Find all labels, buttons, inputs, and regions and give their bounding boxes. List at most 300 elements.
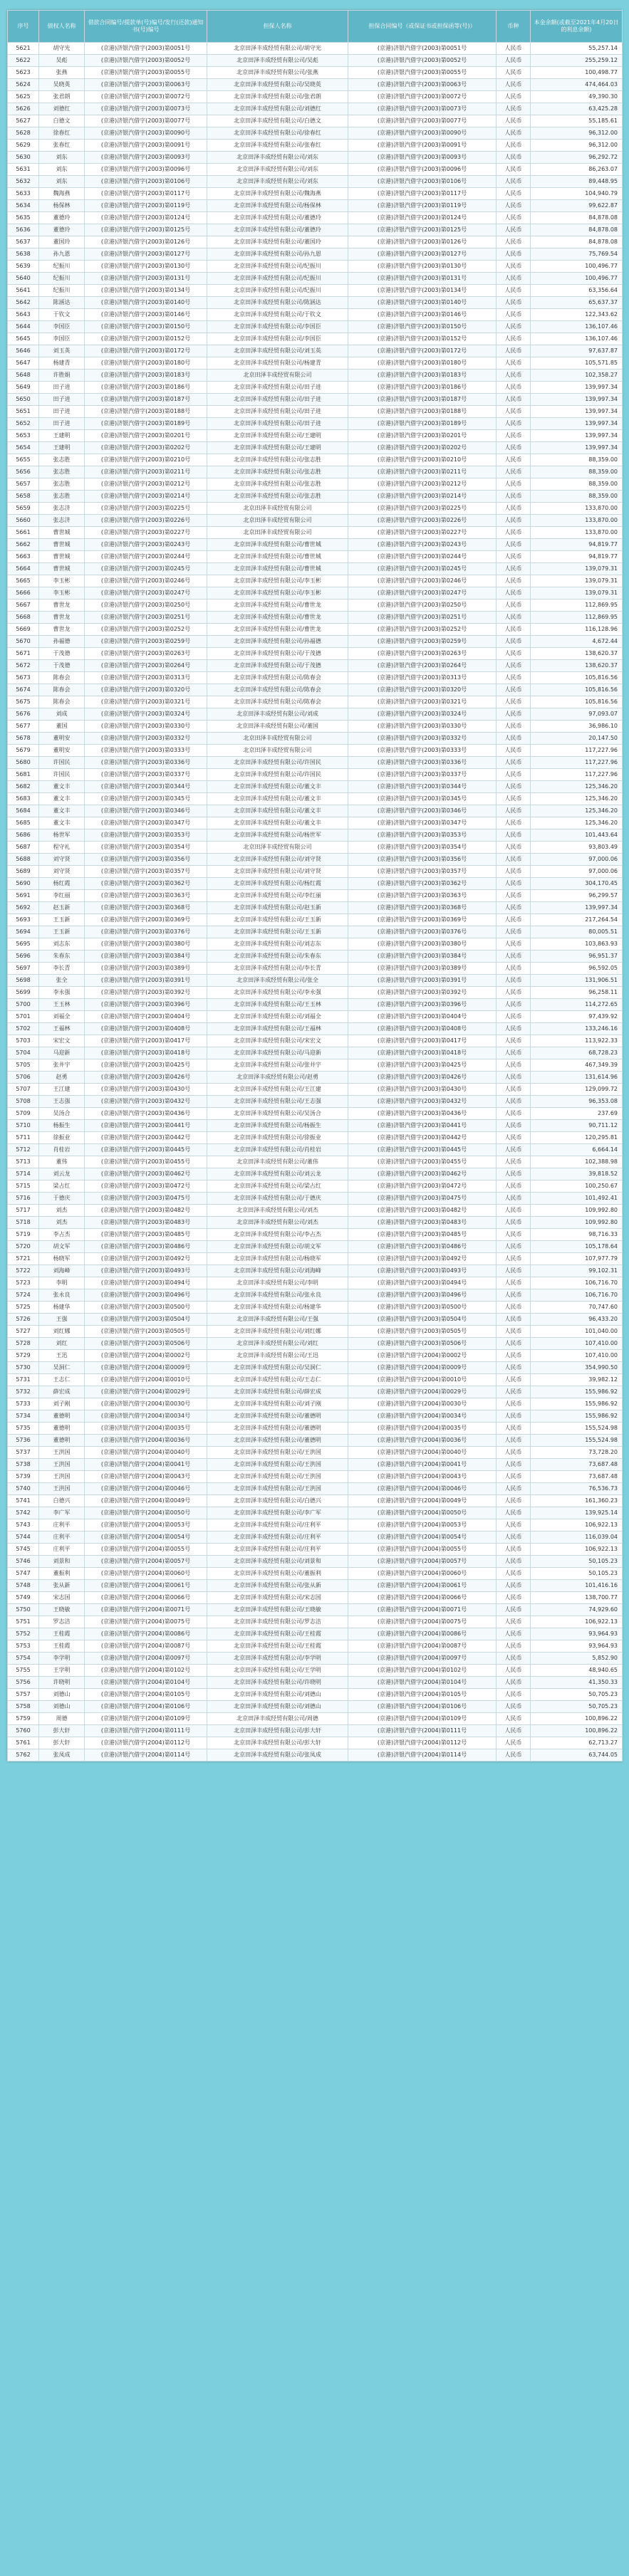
cell-guarantee-no: (京港)济银汽借字(2003)第0051号 xyxy=(348,43,497,55)
cell-balance: 73,687.48 xyxy=(531,1459,623,1471)
cell-currency: 人民币 xyxy=(497,757,531,769)
cell-balance: 107,410.00 xyxy=(531,1338,623,1350)
table-row xyxy=(8,878,623,890)
cell-guarantor: 北京田泽丰成经贸有限公司/李长青 xyxy=(207,963,348,975)
cell-guarantee-no: (京港)济银汽借字(2003)第0077号 xyxy=(348,115,497,127)
cell-creditor: 李红丽 xyxy=(39,890,85,902)
cell-guarantee-no: (京港)济银汽借字(2003)第0201号 xyxy=(348,430,497,442)
cell-contract-no: (京港)济银汽借字(2003)第0226号 xyxy=(85,515,207,527)
cell-creditor: 吴彪 xyxy=(39,55,85,67)
cell-guarantor: 北京田泽丰成经贸有限公司/董德明 xyxy=(207,1435,348,1447)
cell-contract-no: (京港)济银汽借字(2003)第0472号 xyxy=(85,1180,207,1193)
cell-balance: 93,964.93 xyxy=(531,1628,623,1640)
cell-creditor: 庄利平 xyxy=(39,1544,85,1556)
cell-guarantor: 北京田泽丰成经贸有限公司/薛宏成 xyxy=(207,1386,348,1398)
cell-currency: 人民币 xyxy=(497,1011,531,1023)
table-row xyxy=(8,733,623,745)
cell-guarantor: 北京田泽丰成经贸有限公司/王志强 xyxy=(207,1096,348,1108)
table-row xyxy=(8,914,623,926)
table-row xyxy=(8,842,623,854)
cell-index: 5736 xyxy=(8,1435,39,1447)
cell-index: 5685 xyxy=(8,817,39,829)
cell-creditor: 王福林 xyxy=(39,1023,85,1035)
cell-creditor: 王建明 xyxy=(39,442,85,454)
cell-guarantee-no: (京港)济银汽借字(2003)第0320号 xyxy=(348,684,497,696)
cell-balance: 100,250.67 xyxy=(531,1180,623,1193)
cell-currency: 人民币 xyxy=(497,866,531,878)
cell-contract-no: (京港)济银汽借字(2003)第0418号 xyxy=(85,1047,207,1059)
cell-creditor: 于德庆 xyxy=(39,1193,85,1205)
cell-guarantee-no: (京港)济银汽借字(2004)第0104号 xyxy=(348,1677,497,1689)
table-row xyxy=(8,624,623,636)
cell-balance: 99,102.31 xyxy=(531,1265,623,1277)
cell-guarantor: 北京田泽丰成经贸有限公司/王迅 xyxy=(207,1350,348,1362)
cell-currency: 人民币 xyxy=(497,212,531,224)
cell-balance: 125,346.20 xyxy=(531,805,623,817)
cell-currency: 人民币 xyxy=(497,963,531,975)
cell-currency: 人民币 xyxy=(497,1628,531,1640)
cell-creditor: 董德玲 xyxy=(39,212,85,224)
cell-contract-no: (京港)济银汽借字(2003)第0380号 xyxy=(85,938,207,951)
cell-balance: 102,358.27 xyxy=(531,370,623,382)
cell-currency: 人民币 xyxy=(497,563,531,575)
cell-guarantor: 北京田泽丰成经贸有限公司/刘志东 xyxy=(207,938,348,951)
cell-creditor: 梁占红 xyxy=(39,1180,85,1193)
cell-creditor: 许胜娟 xyxy=(39,370,85,382)
cell-creditor: 徐振业 xyxy=(39,1132,85,1144)
cell-guarantee-no: (京港)济银汽借字(2003)第0211号 xyxy=(348,466,497,478)
cell-creditor: 张志济 xyxy=(39,515,85,527)
cell-index: 5705 xyxy=(8,1059,39,1072)
cell-creditor: 白德文 xyxy=(39,115,85,127)
cell-guarantee-no: (京港)济银汽借字(2003)第0188号 xyxy=(348,406,497,418)
cell-creditor: 程守礼 xyxy=(39,842,85,854)
cell-currency: 人民币 xyxy=(497,781,531,793)
cell-currency: 人民币 xyxy=(497,1326,531,1338)
cell-guarantor: 北京田泽丰成经贸有限公司/许国民 xyxy=(207,769,348,781)
cell-guarantee-no: (京港)济银汽借字(2004)第0040号 xyxy=(348,1447,497,1459)
table-row xyxy=(8,394,623,406)
cell-creditor: 吴晓英 xyxy=(39,79,85,91)
cell-currency: 人民币 xyxy=(497,176,531,188)
cell-guarantor: 北京田泽丰成经贸有限公司/曹世龙 xyxy=(207,600,348,612)
cell-currency: 人民币 xyxy=(497,1507,531,1519)
cell-contract-no: (京港)济银汽借字(2003)第0130号 xyxy=(85,261,207,273)
cell-index: 5733 xyxy=(8,1398,39,1410)
cell-balance: 116,128.96 xyxy=(531,624,623,636)
cell-currency: 人民币 xyxy=(497,1749,531,1761)
cell-currency: 人民币 xyxy=(497,1713,531,1725)
cell-creditor: 李国臣 xyxy=(39,321,85,333)
cell-guarantee-no: (京港)济银汽借字(2003)第0140号 xyxy=(348,297,497,309)
cell-guarantee-no: (京港)济银汽借字(2003)第0445号 xyxy=(348,1144,497,1156)
cell-balance: 155,986.92 xyxy=(531,1386,623,1398)
cell-balance: 88,359.00 xyxy=(531,478,623,491)
cell-creditor: 王江建 xyxy=(39,1084,85,1096)
cell-contract-no: (京港)济银汽借字(2003)第0357号 xyxy=(85,866,207,878)
cell-contract-no: (京港)济银汽借字(2003)第0214号 xyxy=(85,491,207,503)
table-row xyxy=(8,382,623,394)
cell-guarantor: 北京田泽丰成经贸有限公司/张志胜 xyxy=(207,466,348,478)
cell-contract-no: (京港)济银汽借字(2004)第0043号 xyxy=(85,1471,207,1483)
cell-currency: 人民币 xyxy=(497,1023,531,1035)
cell-guarantee-no: (京港)济银汽借字(2003)第0180号 xyxy=(348,357,497,370)
cell-guarantor: 北京田泽丰成经贸有限公司/徐春红 xyxy=(207,127,348,140)
cell-guarantor: 北京田泽丰成经贸有限公司 xyxy=(207,733,348,745)
table-row xyxy=(8,672,623,684)
cell-contract-no: (京港)济银汽借字(2004)第0034号 xyxy=(85,1410,207,1423)
cell-currency: 人民币 xyxy=(497,1447,531,1459)
table-row xyxy=(8,551,623,563)
table-row xyxy=(8,478,623,491)
cell-contract-no: (京港)济银汽借字(2003)第0330号 xyxy=(85,721,207,733)
cell-guarantee-no: (京港)济银汽借字(2003)第0313号 xyxy=(348,672,497,684)
cell-balance: 139,079.31 xyxy=(531,575,623,587)
cell-currency: 人民币 xyxy=(497,1265,531,1277)
table-row xyxy=(8,1471,623,1483)
cell-contract-no: (京港)济银汽借字(2004)第0050号 xyxy=(85,1507,207,1519)
cell-creditor: 孙福德 xyxy=(39,636,85,648)
cell-balance: 97,439.92 xyxy=(531,1011,623,1023)
cell-creditor: 王玉林 xyxy=(39,999,85,1011)
cell-contract-no: (京港)济银汽借字(2003)第0475号 xyxy=(85,1193,207,1205)
cell-contract-no: (京港)济银汽借字(2003)第0245号 xyxy=(85,563,207,575)
table-row xyxy=(8,1544,623,1556)
cell-creditor: 田子进 xyxy=(39,382,85,394)
cell-guarantee-no: (京港)济银汽借字(2003)第0063号 xyxy=(348,79,497,91)
cell-currency: 人民币 xyxy=(497,1677,531,1689)
cell-guarantor: 北京田泽丰成经贸有限公司/纪振川 xyxy=(207,273,348,285)
cell-index: 5728 xyxy=(8,1338,39,1350)
cell-contract-no: (京港)济银汽借字(2003)第0321号 xyxy=(85,696,207,708)
cell-contract-no: (京港)济银汽借字(2003)第0347号 xyxy=(85,817,207,829)
cell-creditor: 王洪国 xyxy=(39,1483,85,1495)
cell-currency: 人民币 xyxy=(497,91,531,103)
cell-contract-no: (京港)济银汽借字(2003)第0324号 xyxy=(85,708,207,721)
cell-guarantor: 北京田泽丰成经贸有限公司/庄利平 xyxy=(207,1532,348,1544)
cell-guarantor: 北京田泽丰成经贸有限公司/田子进 xyxy=(207,382,348,394)
cell-contract-no: (京港)济银汽借字(2003)第0150号 xyxy=(85,321,207,333)
cell-index: 5680 xyxy=(8,757,39,769)
cell-creditor: 王桂霞 xyxy=(39,1640,85,1653)
cell-creditor: 董文丰 xyxy=(39,805,85,817)
cell-guarantee-no: (京港)济银汽借字(2003)第0072号 xyxy=(348,91,497,103)
cell-guarantor: 北京田泽丰成经贸有限公司/李玉彬 xyxy=(207,575,348,587)
cell-creditor: 杨晓军 xyxy=(39,1253,85,1265)
cell-balance: 88,359.00 xyxy=(531,466,623,478)
cell-index: 5751 xyxy=(8,1616,39,1628)
header-contract-no: 借款合同编号/提款单(号)编号/发行(还款)通知书(号)编号 xyxy=(85,11,207,43)
cell-guarantor: 北京田泽丰成经贸有限公司/于钦文 xyxy=(207,309,348,321)
cell-contract-no: (京港)济银汽借字(2003)第0345号 xyxy=(85,793,207,805)
cell-index: 5759 xyxy=(8,1713,39,1725)
cell-currency: 人民币 xyxy=(497,1640,531,1653)
table-row xyxy=(8,1302,623,1314)
cell-guarantee-no: (京港)济银汽借字(2003)第0245号 xyxy=(348,563,497,575)
cell-currency: 人民币 xyxy=(497,188,531,200)
cell-guarantee-no: (京港)济银汽借字(2004)第0034号 xyxy=(348,1410,497,1423)
cell-currency: 人民币 xyxy=(497,1362,531,1374)
cell-currency: 人民币 xyxy=(497,636,531,648)
cell-currency: 人民币 xyxy=(497,1737,531,1749)
table-row xyxy=(8,515,623,527)
cell-index: 5621 xyxy=(8,43,39,55)
cell-index: 5755 xyxy=(8,1665,39,1677)
cell-index: 5656 xyxy=(8,466,39,478)
cell-balance: 237.69 xyxy=(531,1108,623,1120)
cell-index: 5742 xyxy=(8,1507,39,1519)
cell-contract-no: (京港)济银汽借字(2003)第0436号 xyxy=(85,1108,207,1120)
cell-guarantor: 北京田泽丰成经贸有限公司/赵勇 xyxy=(207,1072,348,1084)
cell-balance: 93,803.49 xyxy=(531,842,623,854)
cell-guarantee-no: (京港)济银汽借字(2003)第0244号 xyxy=(348,551,497,563)
cell-balance: 107,410.00 xyxy=(531,1350,623,1362)
cell-creditor: 张志胜 xyxy=(39,491,85,503)
cell-balance: 94,819.77 xyxy=(531,539,623,551)
table-row xyxy=(8,600,623,612)
cell-contract-no: (京港)济银汽借字(2003)第0124号 xyxy=(85,212,207,224)
cell-guarantor: 北京田泽丰成经贸有限公司/董国玲 xyxy=(207,236,348,248)
cell-currency: 人民币 xyxy=(497,224,531,236)
cell-creditor: 王桂霞 xyxy=(39,1628,85,1640)
cell-contract-no: (京港)济银汽借字(2004)第0009号 xyxy=(85,1362,207,1374)
cell-contract-no: (京港)济银汽借字(2003)第0485号 xyxy=(85,1229,207,1241)
cell-balance: 138,700.77 xyxy=(531,1592,623,1604)
cell-index: 5710 xyxy=(8,1120,39,1132)
cell-balance: 139,079.31 xyxy=(531,587,623,600)
cell-currency: 人民币 xyxy=(497,938,531,951)
cell-contract-no: (京港)济银汽借字(2003)第0392号 xyxy=(85,987,207,999)
cell-guarantee-no: (京港)济银汽借字(2003)第0152号 xyxy=(348,333,497,345)
cell-currency: 人民币 xyxy=(497,975,531,987)
cell-currency: 人民币 xyxy=(497,733,531,745)
cell-creditor: 马迎新 xyxy=(39,1047,85,1059)
cell-contract-no: (京港)济银汽借字(2004)第0102号 xyxy=(85,1665,207,1677)
cell-currency: 人民币 xyxy=(497,164,531,176)
cell-index: 5660 xyxy=(8,515,39,527)
cell-contract-no: (京港)济银汽借字(2003)第0186号 xyxy=(85,382,207,394)
cell-balance: 155,524.98 xyxy=(531,1435,623,1447)
cell-creditor: 张志胜 xyxy=(39,478,85,491)
cell-guarantor: 北京田泽丰成经贸有限公司/陈春会 xyxy=(207,696,348,708)
cell-balance: 100,496.77 xyxy=(531,261,623,273)
cell-guarantor: 北京田泽丰成经贸有限公司/董德玲 xyxy=(207,224,348,236)
cell-balance: 48,940.65 xyxy=(531,1665,623,1677)
cell-guarantor: 北京田泽丰成经贸有限公司/李红丽 xyxy=(207,890,348,902)
cell-guarantor: 北京田泽丰成经贸有限公司/杨建华 xyxy=(207,1302,348,1314)
cell-index: 5724 xyxy=(8,1289,39,1302)
cell-balance: 107,977.79 xyxy=(531,1253,623,1265)
cell-guarantee-no: (京港)济银汽借字(2003)第0384号 xyxy=(348,951,497,963)
table-row xyxy=(8,696,623,708)
cell-creditor: 宋宏文 xyxy=(39,1035,85,1047)
cell-creditor: 田子进 xyxy=(39,418,85,430)
table-row xyxy=(8,1580,623,1592)
cell-index: 5658 xyxy=(8,491,39,503)
cell-contract-no: (京港)济银汽借字(2004)第0114号 xyxy=(85,1749,207,1761)
cell-contract-no: (京港)济银汽借字(2004)第0105号 xyxy=(85,1689,207,1701)
cell-creditor: 孙九恩 xyxy=(39,248,85,261)
cell-creditor: 刘子刚 xyxy=(39,1398,85,1410)
cell-contract-no: (京港)济银汽借字(2004)第0036号 xyxy=(85,1435,207,1447)
cell-balance: 97,637.87 xyxy=(531,345,623,357)
cell-creditor: 许晓明 xyxy=(39,1677,85,1689)
cell-currency: 人民币 xyxy=(497,1035,531,1047)
cell-balance: 139,997.34 xyxy=(531,418,623,430)
cell-balance: 84,878.08 xyxy=(531,224,623,236)
cell-balance: 354,990.50 xyxy=(531,1362,623,1374)
cell-guarantee-no: (京港)济银汽借字(2003)第0346号 xyxy=(348,805,497,817)
cell-index: 5744 xyxy=(8,1532,39,1544)
cell-guarantor: 北京田泽丰成经贸有限公司/张志胜 xyxy=(207,478,348,491)
cell-guarantor: 北京田泽丰成经贸有限公司/王玉新 xyxy=(207,926,348,938)
cell-guarantee-no: (京港)济银汽借字(2003)第0376号 xyxy=(348,926,497,938)
cell-guarantee-no: (京港)济银汽借字(2003)第0117号 xyxy=(348,188,497,200)
cell-guarantor: 北京田泽丰成经贸有限公司/王洪国 xyxy=(207,1471,348,1483)
cell-index: 5738 xyxy=(8,1459,39,1471)
cell-balance: 102,388.98 xyxy=(531,1156,623,1168)
cell-creditor: 庄利平 xyxy=(39,1519,85,1532)
cell-guarantee-no: (京港)济银汽借字(2003)第0336号 xyxy=(348,757,497,769)
cell-guarantor: 北京田泽丰成经贸有限公司 xyxy=(207,515,348,527)
cell-balance: 139,997.34 xyxy=(531,382,623,394)
cell-guarantor: 北京田泽丰成经贸有限公司/吴洞仁 xyxy=(207,1362,348,1374)
table-row xyxy=(8,491,623,503)
cell-guarantor: 北京田泽丰成经贸有限公司/李国臣 xyxy=(207,333,348,345)
cell-guarantee-no: (京港)济银汽借字(2004)第0061号 xyxy=(348,1580,497,1592)
cell-currency: 人民币 xyxy=(497,1314,531,1326)
cell-index: 5629 xyxy=(8,140,39,152)
cell-guarantee-no: (京港)济银汽借字(2004)第0105号 xyxy=(348,1689,497,1701)
cell-contract-no: (京港)济银汽借字(2004)第0054号 xyxy=(85,1532,207,1544)
cell-guarantee-no: (京港)济银汽借字(2003)第0247号 xyxy=(348,587,497,600)
cell-currency: 人民币 xyxy=(497,1459,531,1471)
cell-index: 5653 xyxy=(8,430,39,442)
cell-currency: 人民币 xyxy=(497,1725,531,1737)
cell-contract-no: (京港)济银汽借字(2004)第0060号 xyxy=(85,1568,207,1580)
cell-contract-no: (京港)济银汽借字(2003)第0244号 xyxy=(85,551,207,563)
cell-index: 5714 xyxy=(8,1168,39,1180)
cell-guarantor: 北京田泽丰成经贸有限公司/李明 xyxy=(207,1277,348,1289)
cell-currency: 人民币 xyxy=(497,1435,531,1447)
cell-guarantee-no: (京港)济银汽借字(2004)第0036号 xyxy=(348,1435,497,1447)
table-row xyxy=(8,563,623,575)
cell-currency: 人民币 xyxy=(497,406,531,418)
cell-creditor: 杨保林 xyxy=(39,200,85,212)
cell-contract-no: (京港)济银汽借字(2003)第0180号 xyxy=(85,357,207,370)
cell-currency: 人民币 xyxy=(497,1302,531,1314)
cell-currency: 人民币 xyxy=(497,1495,531,1507)
cell-guarantee-no: (京港)济银汽借字(2003)第0404号 xyxy=(348,1011,497,1023)
cell-contract-no: (京港)济银汽借字(2003)第0389号 xyxy=(85,963,207,975)
cell-currency: 人民币 xyxy=(497,769,531,781)
cell-creditor: 于钦文 xyxy=(39,309,85,321)
cell-guarantor: 北京田泽丰成经贸有限公司/王建明 xyxy=(207,430,348,442)
table-row xyxy=(8,1168,623,1180)
cell-index: 5708 xyxy=(8,1096,39,1108)
cell-guarantee-no: (京港)济银汽借字(2003)第0124号 xyxy=(348,212,497,224)
table-row xyxy=(8,273,623,285)
cell-balance: 474,464.03 xyxy=(531,79,623,91)
table-row xyxy=(8,1156,623,1168)
cell-index: 5675 xyxy=(8,696,39,708)
cell-index: 5735 xyxy=(8,1423,39,1435)
cell-index: 5631 xyxy=(8,164,39,176)
table-row xyxy=(8,1665,623,1677)
cell-guarantee-no: (京港)济银汽借字(2003)第0106号 xyxy=(348,176,497,188)
cell-creditor: 宋志国 xyxy=(39,1592,85,1604)
cell-guarantor: 北京田泽丰成经贸有限公司/周德 xyxy=(207,1713,348,1725)
cell-guarantee-no: (京港)济银汽借字(2003)第0344号 xyxy=(348,781,497,793)
cell-creditor: 刘福全 xyxy=(39,1011,85,1023)
cell-contract-no: (京港)济银汽借字(2004)第0055号 xyxy=(85,1544,207,1556)
cell-currency: 人民币 xyxy=(497,1277,531,1289)
cell-guarantee-no: (京港)济银汽借字(2004)第0086号 xyxy=(348,1628,497,1640)
cell-guarantee-no: (京港)济银汽借字(2003)第0496号 xyxy=(348,1289,497,1302)
cell-creditor: 刘景和 xyxy=(39,1556,85,1568)
table-row xyxy=(8,1059,623,1072)
cell-creditor: 赵勇 xyxy=(39,1072,85,1084)
cell-guarantee-no: (京港)济银汽借字(2004)第0097号 xyxy=(348,1653,497,1665)
cell-currency: 人民币 xyxy=(497,1398,531,1410)
cell-index: 5625 xyxy=(8,91,39,103)
cell-index: 5741 xyxy=(8,1495,39,1507)
cell-currency: 人民币 xyxy=(497,987,531,999)
cell-guarantee-no: (京港)济银汽借字(2003)第0093号 xyxy=(348,152,497,164)
cell-guarantee-no: (京港)济银汽借字(2003)第0119号 xyxy=(348,200,497,212)
cell-currency: 人民币 xyxy=(497,612,531,624)
cell-balance: 101,492.41 xyxy=(531,1193,623,1205)
cell-guarantee-no: (京港)济银汽借字(2003)第0347号 xyxy=(348,817,497,829)
cell-creditor: 许国民 xyxy=(39,769,85,781)
cell-contract-no: (京港)济银汽借字(2003)第0247号 xyxy=(85,587,207,600)
cell-guarantee-no: (京港)济银汽借字(2004)第0010号 xyxy=(348,1374,497,1386)
cell-guarantor: 北京田泽丰成经贸有限公司/董文丰 xyxy=(207,817,348,829)
cell-creditor: 曹世城 xyxy=(39,539,85,551)
cell-contract-no: (京港)济银汽借字(2004)第0109号 xyxy=(85,1713,207,1725)
cell-contract-no: (京港)济银汽借字(2003)第0210号 xyxy=(85,454,207,466)
cell-guarantor: 北京田泽丰成经贸有限公司/许国民 xyxy=(207,757,348,769)
cell-index: 5703 xyxy=(8,1035,39,1047)
table-row xyxy=(8,212,623,224)
cell-guarantor: 北京田泽丰成经贸有限公司/王强 xyxy=(207,1314,348,1326)
cell-index: 5630 xyxy=(8,152,39,164)
cell-guarantor: 北京田泽丰成经贸有限公司/刘守贤 xyxy=(207,866,348,878)
cell-guarantee-no: (京港)济银汽借字(2003)第0368号 xyxy=(348,902,497,914)
table-row xyxy=(8,1447,623,1459)
cell-contract-no: (京港)济银汽借字(2004)第0040号 xyxy=(85,1447,207,1459)
cell-contract-no: (京港)济银汽借字(2003)第0183号 xyxy=(85,370,207,382)
cell-index: 5650 xyxy=(8,394,39,406)
cell-contract-no: (京港)济银汽借字(2004)第0097号 xyxy=(85,1653,207,1665)
cell-creditor: 陈春会 xyxy=(39,672,85,684)
cell-currency: 人民币 xyxy=(497,273,531,285)
cell-creditor: 董明安 xyxy=(39,733,85,745)
cell-creditor: 纪振川 xyxy=(39,273,85,285)
cell-index: 5665 xyxy=(8,575,39,587)
header-creditor: 债权人名称 xyxy=(39,11,85,43)
cell-currency: 人民币 xyxy=(497,600,531,612)
cell-index: 5688 xyxy=(8,854,39,866)
cell-index: 5706 xyxy=(8,1072,39,1084)
cell-guarantor: 北京田泽丰成经贸有限公司/张春红 xyxy=(207,140,348,152)
cell-currency: 人民币 xyxy=(497,454,531,466)
cell-index: 5684 xyxy=(8,805,39,817)
cell-guarantee-no: (京港)济银汽借字(2003)第0210号 xyxy=(348,454,497,466)
cell-contract-no: (京港)济银汽借字(2003)第0140号 xyxy=(85,297,207,309)
cell-index: 5726 xyxy=(8,1314,39,1326)
cell-guarantor: 北京田泽丰成经贸有限公司/王桂霞 xyxy=(207,1628,348,1640)
